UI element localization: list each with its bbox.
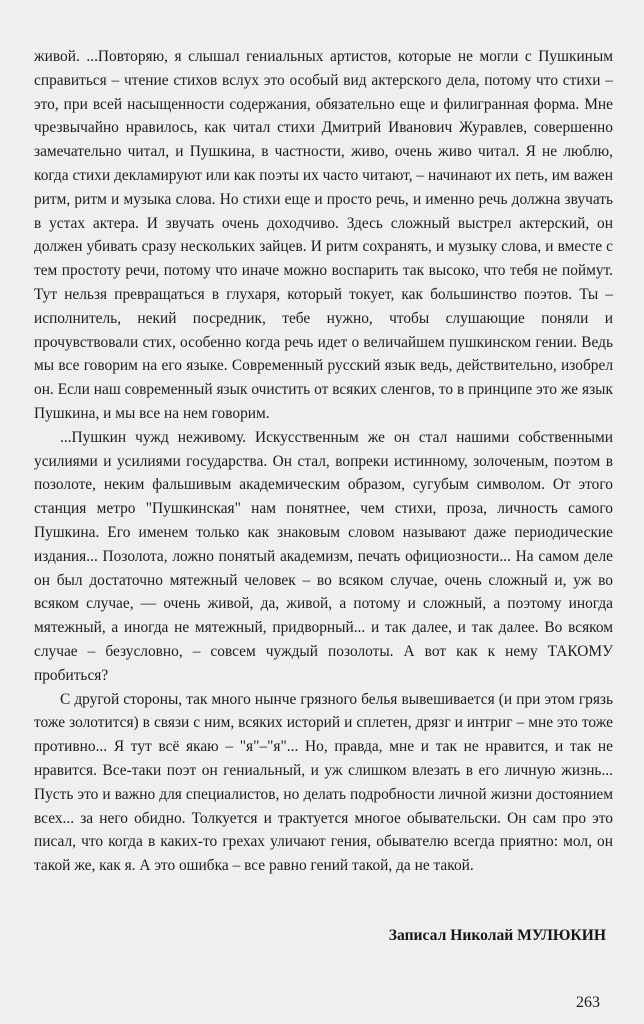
article-body [34,45,613,878]
paragraph-3: С другой стороны, так много нынче грязного белья вывешивается (и при этом грязь тоже золотится) в связи с ним, всяких историй и сплетен, дрязг и интриг – мне это тоже противно... Я тут всё якаю – "я"–"я"... Но, правда, мне и так не нравится, и так не нравится. Все-таки поэт он гениальный, и уж слишком влезать в его личную жизнь... Пусть это и важно для специалистов, но делать подробности личной жизни достоянием всех... за него обидно. Толкуется и трактуется многое обывательски. Он сам про это писал, что когда в каких-то грехах уличают гения, обывателю всегда приятно: мол, он такой же, как я. А это ошибка – все равно гений такой, да не такой. [34,690,613,875]
author-signature: Записал Николай МУЛЮКИН [388,927,606,944]
page-number: 263 [576,994,600,1011]
paragraph-2: ...Пушкин чужд неживому. Искусственным же он стал нашими собственными усилиями и усилиями государства. Он стал, вопреки истинному, золоченым, поэтом в позолоте, неким фальшивым академическим образом, сугубым символом. От этого станция метро "Пушкинская" нам понятнее, чем стихи, проза, личность самого Пушкина. Его именем только как знаковым словом называют даже периодические издания... Позолота, ложно понятый академизм, печать официозности... На самом деле он был достаточно мятежный человек – во всяком случае, очень сложный и, уж во всяком случае, — очень живой, да, живой, а потому и сложный, а поэтому иногда мятежный, а иногда не мятежный, придворный... и так далее, и так далее. Во всяком случае – безусловно, – совсем чуждый позолоты. А вот как к нему ТАКОМУ пробиться? [34,428,613,684]
paragraph-1: живой. ...Повторяю, я слышал гениальных артистов, которые не могли с Пушкиным справиться – чтение стихов вслух это особый вид актерского дела, потому что стихи – это, при всей насыщенности содержания, обязательно еще и филигранная форма. Мне чрезвычайно нравилось, как читал стихи Дмитрий Иванович Журавлев, совершенно замечательно читал, и Пушкина, в частности, живо, очень живо читал. Я не люблю, когда стихи декламируют или как поэты их часто читают, – начинают их петь, им важен ритм, ритм и музыка слова. Но стихи еще и просто речь, и именно речь должна звучать в устах актера. И звучать очень доходчиво. Здесь сложный выстрел актерский, он должен убивать сразу нескольких зайцев. И ритм сохранять, и музыку слова, и вместе с тем простоту речи, потому что иначе можно воспарить так высоко, что тебя не поймут. Тут нельзя превращаться в глухаря, который токует, как большинство поэтов. Ты – исполнитель, некий посредник, тебе нужно, чтобы слушающие поняли и прочувствовали стих, особенно когда речь идет о величайшем пушкинском гении. Ведь мы все говорим на его языке. Современный русский язык ведь, действительно, изобрел он. Если наш современный язык очистить от всяких сленгов, то в принципе это же язык Пушкина, и мы все на нем говорим. [34,48,613,422]
